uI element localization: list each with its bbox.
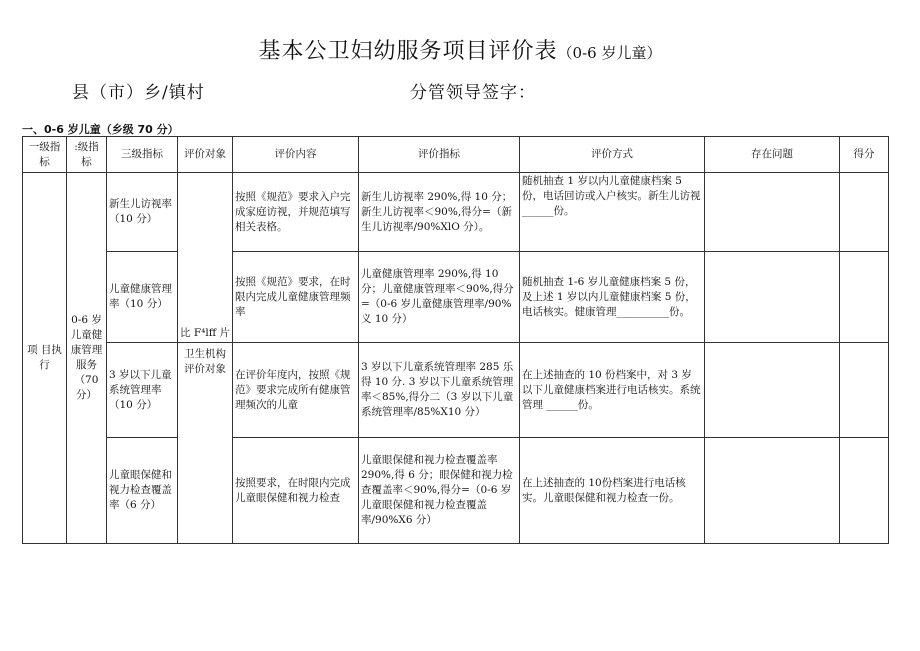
content-cell: 按照《规范》要求入户完成家庭访视，并规范填写相关表格。 bbox=[233, 173, 359, 252]
score-cell[interactable] bbox=[840, 252, 889, 343]
method-cell: 在上述抽查的 10 份档案中，对 3 岁以下儿童健康档案进行电话核实。系统管理 ______份。 bbox=[520, 343, 705, 438]
target-lower-cell: 卫生机构评价对象 bbox=[178, 343, 233, 544]
level3-cell: 3 岁以下儿童系统管理率（10 分） bbox=[107, 343, 178, 438]
table-row bbox=[23, 343, 889, 438]
content-cell: 按照《规范》要求，在时限内完成儿童健康管理频率 bbox=[233, 252, 359, 343]
method-cell: 随机抽查 1-6 岁儿童健康档案 5 份，及上述 1 岁以内儿童健康档案 5 份，电话核实。健康管理__________份。 bbox=[520, 252, 705, 343]
header-method: 评价方式 bbox=[520, 137, 705, 173]
header-level2: :级指标 bbox=[67, 137, 107, 173]
indicator-cell: 新生儿访视率 290%,得 10 分；新生儿访视率＜90%,得分=（新生儿访视率/90%XlO 分）。 bbox=[359, 173, 520, 252]
table-row bbox=[23, 252, 889, 343]
indicator-cell: 儿童眼保健和视力检查覆盖率 290%,得 6 分；眼保健和视力检查覆盖率＜90%,得分=（0-6 岁儿童眼保健和视力检查覆盖率/90%X6 分） bbox=[359, 438, 520, 544]
indicator-cell: 3 岁以下儿童系统管理率 285 乐得 10 分. 3 岁以下儿童系统管理率＜85%,得分二（3 岁以下儿童系统管理率/85%X10 分） bbox=[359, 343, 520, 438]
header-issues: 存在问题 bbox=[705, 137, 840, 173]
method-cell: 随机抽查 1 岁以内儿童健康档案 5 份，电话回访或入户核实。新生儿访视______份。 bbox=[520, 173, 705, 252]
target-upper-cell: 比 F⁴lff 片 bbox=[178, 173, 233, 343]
title-subtitle: （0-6 岁儿童） bbox=[557, 44, 662, 62]
level1-cell: 项 目执行 bbox=[23, 173, 67, 544]
content-cell: 在评价年度内，按照《规范》要求完成所有健康管理频次的儿童 bbox=[233, 343, 359, 438]
content-cell: 按照要求，在时限内完成儿童眼保健和视力检查 bbox=[233, 438, 359, 544]
table-row bbox=[23, 173, 889, 252]
score-cell[interactable] bbox=[840, 438, 889, 544]
level3-cell: 新生儿访视率（10 分） bbox=[107, 173, 178, 252]
county-label: 县（市）乡/镇村 bbox=[72, 83, 205, 103]
leader-sign-label: 分管领导签字： bbox=[410, 83, 536, 103]
table-row bbox=[23, 438, 889, 544]
header-content: 评价内容 bbox=[233, 137, 359, 173]
issues-cell[interactable] bbox=[705, 252, 840, 343]
issues-cell[interactable] bbox=[705, 173, 840, 252]
header-indicator: 评价指标 bbox=[359, 137, 520, 173]
header-level3: 三级指标 bbox=[107, 137, 178, 173]
issues-cell[interactable] bbox=[705, 438, 840, 544]
section-title: 一、0-6 岁儿童（乡级 70 分） bbox=[22, 123, 179, 136]
evaluation-table bbox=[22, 136, 889, 544]
level2-cell: 0-6 岁儿童健康管理服务（70 分） bbox=[67, 173, 107, 544]
header-score: 得分 bbox=[840, 137, 889, 173]
header-row bbox=[23, 137, 889, 173]
page-title bbox=[0, 34, 920, 65]
level3-cell: 儿童眼保健和视力检查覆盖率（6 分） bbox=[107, 438, 178, 544]
level3-cell: 儿童健康管理率（10 分） bbox=[107, 252, 178, 343]
method-cell: 在上述抽查的 10份档案进行电话核实。儿童眼保健和视力检查一份。 bbox=[520, 438, 705, 544]
issues-cell[interactable] bbox=[705, 343, 840, 438]
score-cell[interactable] bbox=[840, 173, 889, 252]
header-target: 评价对象 bbox=[178, 137, 233, 173]
header-level1: 一级指标 bbox=[23, 137, 67, 173]
title-main: 基本公卫妇幼服务项目评价表 bbox=[258, 39, 558, 64]
indicator-cell: 儿童健康管理率 290%,得 10 分；儿童健康管理率＜90%,得分=（0-6 岁儿童健康管理率/90%义 10 分） bbox=[359, 252, 520, 343]
score-cell[interactable] bbox=[840, 343, 889, 438]
